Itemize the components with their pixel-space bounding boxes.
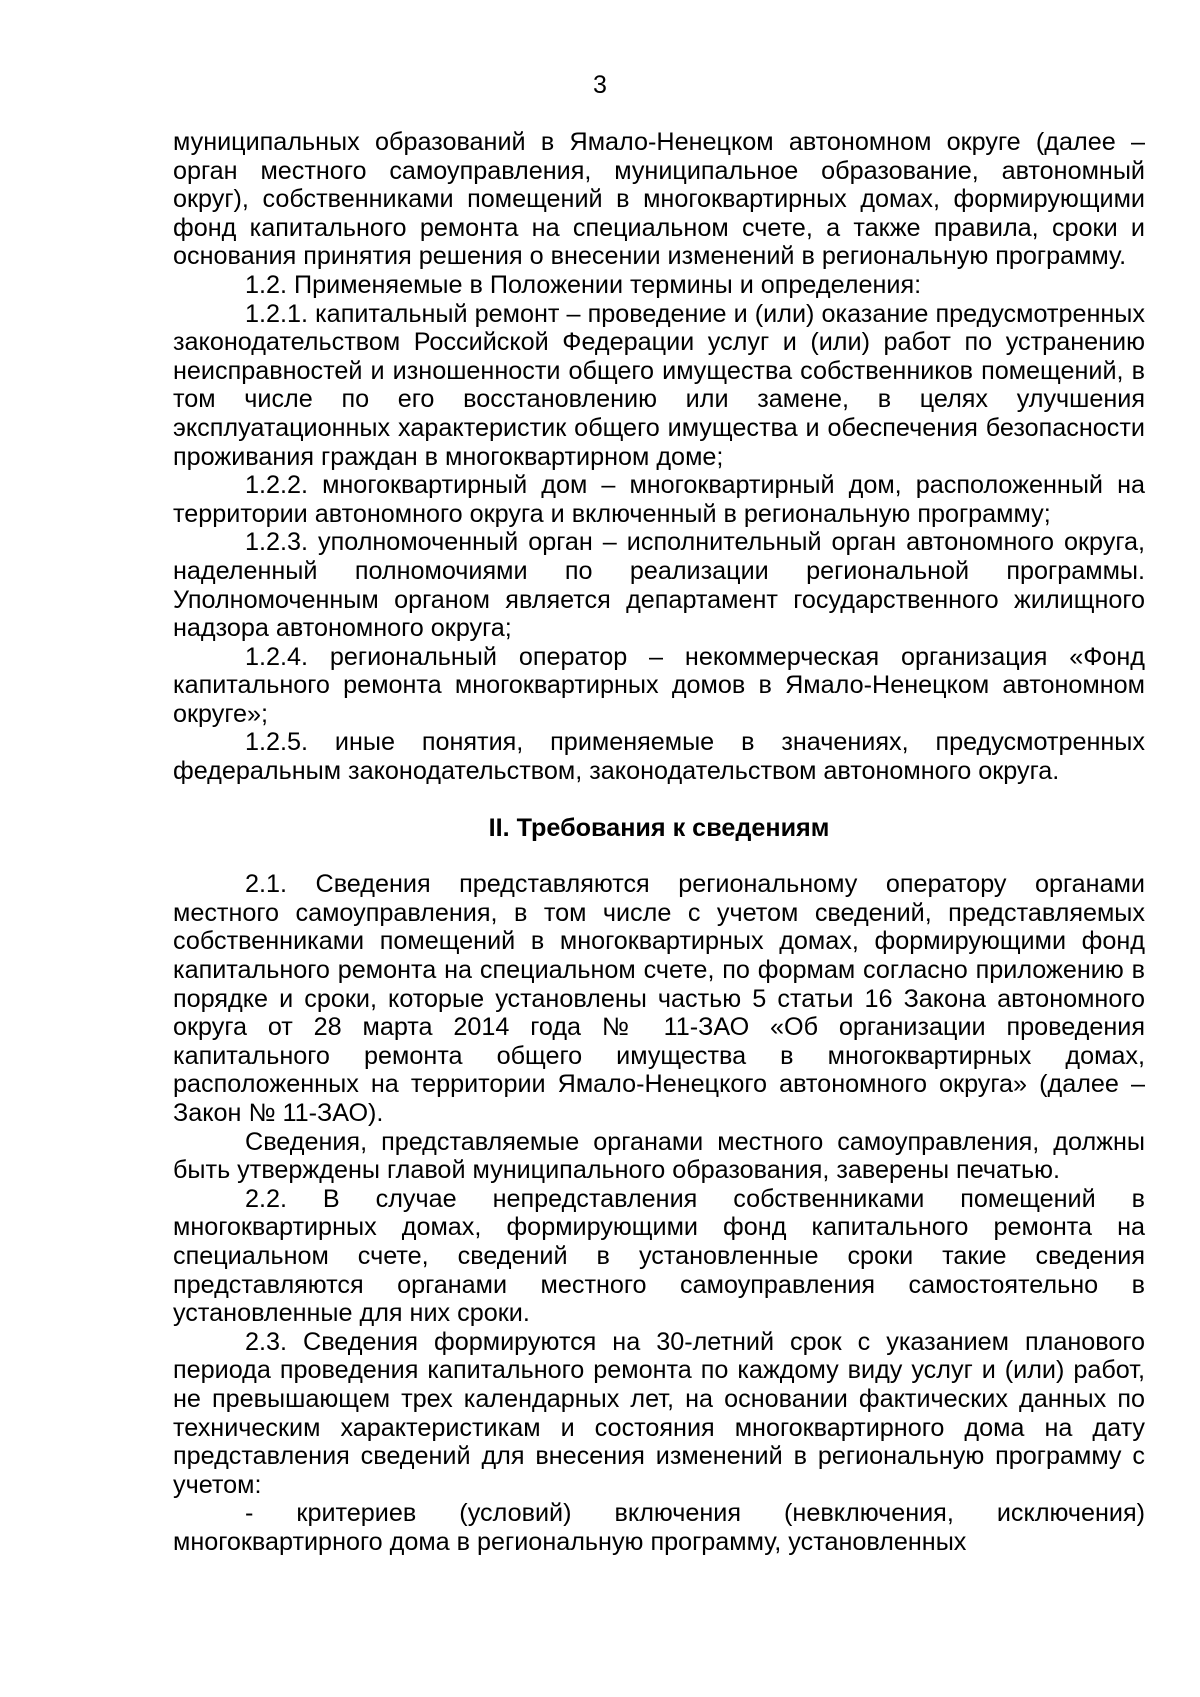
paragraph-2-1-note: Сведения, представляемые органами местного самоуправления, должны быть утверждены главой муниципального образования, заверены печатью. xyxy=(173,1127,1145,1185)
paragraph-intro: муниципальных образований в Ямало-Ненецком автономном округе (далее – орган местного самоуправления, муниципальное образование, автономный округ), собственниками помещений в многоквартирных домах, формирующими фонд капитального ремонта на специальном счете, а также правила, сроки и основания принятия решения о внесении изменений в региональную программу. xyxy=(173,128,1145,271)
paragraph-1-2-3: 1.2.3. уполномоченный орган – исполнительный орган автономного округа, наделенный полномочиями по реализации региональной программы. Уполномоченным органом является департамент государственного жилищного надзора автономного округа; xyxy=(173,528,1145,643)
paragraph-1-2-1: 1.2.1. капитальный ремонт – проведение и (или) оказание предусмотренных законодательством Российской Федерации услуг и (или) работ по устранению неисправностей и изношенности общего имущества собственников помещений, в том числе по его восстановлению или замене, в целях улучшения эксплуатационных характеристик общего имущества и обеспечения безопасности проживания граждан в многоквартирном доме; xyxy=(173,299,1145,471)
document-body xyxy=(173,128,1145,1557)
section-heading: II. Требования к сведениям xyxy=(488,813,830,842)
paragraph-1-2-2: 1.2.2. многоквартирный дом – многоквартирный дом, расположенный на территории автономного округа и включенный в региональную программу; xyxy=(173,471,1145,528)
list-item-criteria: - критериев (условий) включения (невключения, исключения) многоквартирного дома в региональную программу, установленных xyxy=(173,1499,1145,1556)
paragraph-2-3: 2.3. Сведения формируются на 30-летний срок с указанием планового периода проведения капитального ремонта по каждому виду услуг и (или) работ, не превышающем трех календарных лет, на основании фактических данных по техническим характеристикам и состояния многоквартирного дома на дату представления сведений для внесения изменений в региональную программу с учетом: xyxy=(173,1327,1145,1499)
paragraph-1-2-4: 1.2.4. региональный оператор – некоммерческая организация «Фонд капитального ремонта многоквартирных домов в Ямало-Ненецком автономном округе»; xyxy=(173,642,1145,728)
paragraph-1-2-5: 1.2.5. иные понятия, применяемые в значениях, предусмотренных федеральным законодательством, законодательством автономного округа. xyxy=(173,728,1145,786)
paragraph-1-2: 1.2. Применяемые в Положении термины и определения: xyxy=(245,270,922,299)
paragraph-2-1: 2.1. Сведения представляются региональному оператору органами местного самоуправления, в том числе с учетом сведений, представляемых собственниками помещений в многоквартирных домах, формирующими фонд капитального ремонта на специальном счете, по формам согласно приложению в порядке и сроки, которые установлены частью 5 статьи 16 Закона автономного округа от 28 марта 2014 года № 11-ЗАО «Об организации проведения капитального ремонта общего имущества в многоквартирных домах, расположенных на территории Ямало-Ненецкого автономного округа» (далее – Закон № 11-ЗАО). xyxy=(173,870,1145,1127)
page-number: 3 xyxy=(593,71,607,99)
paragraph-2-2: 2.2. В случае непредставления собственниками помещений в многоквартирных домах, формирующими фонд капитального ремонта на специальном счете, сведений в установленные сроки такие сведения представляются органами местного самоуправления самостоятельно в установленные для них сроки. xyxy=(173,1184,1145,1328)
